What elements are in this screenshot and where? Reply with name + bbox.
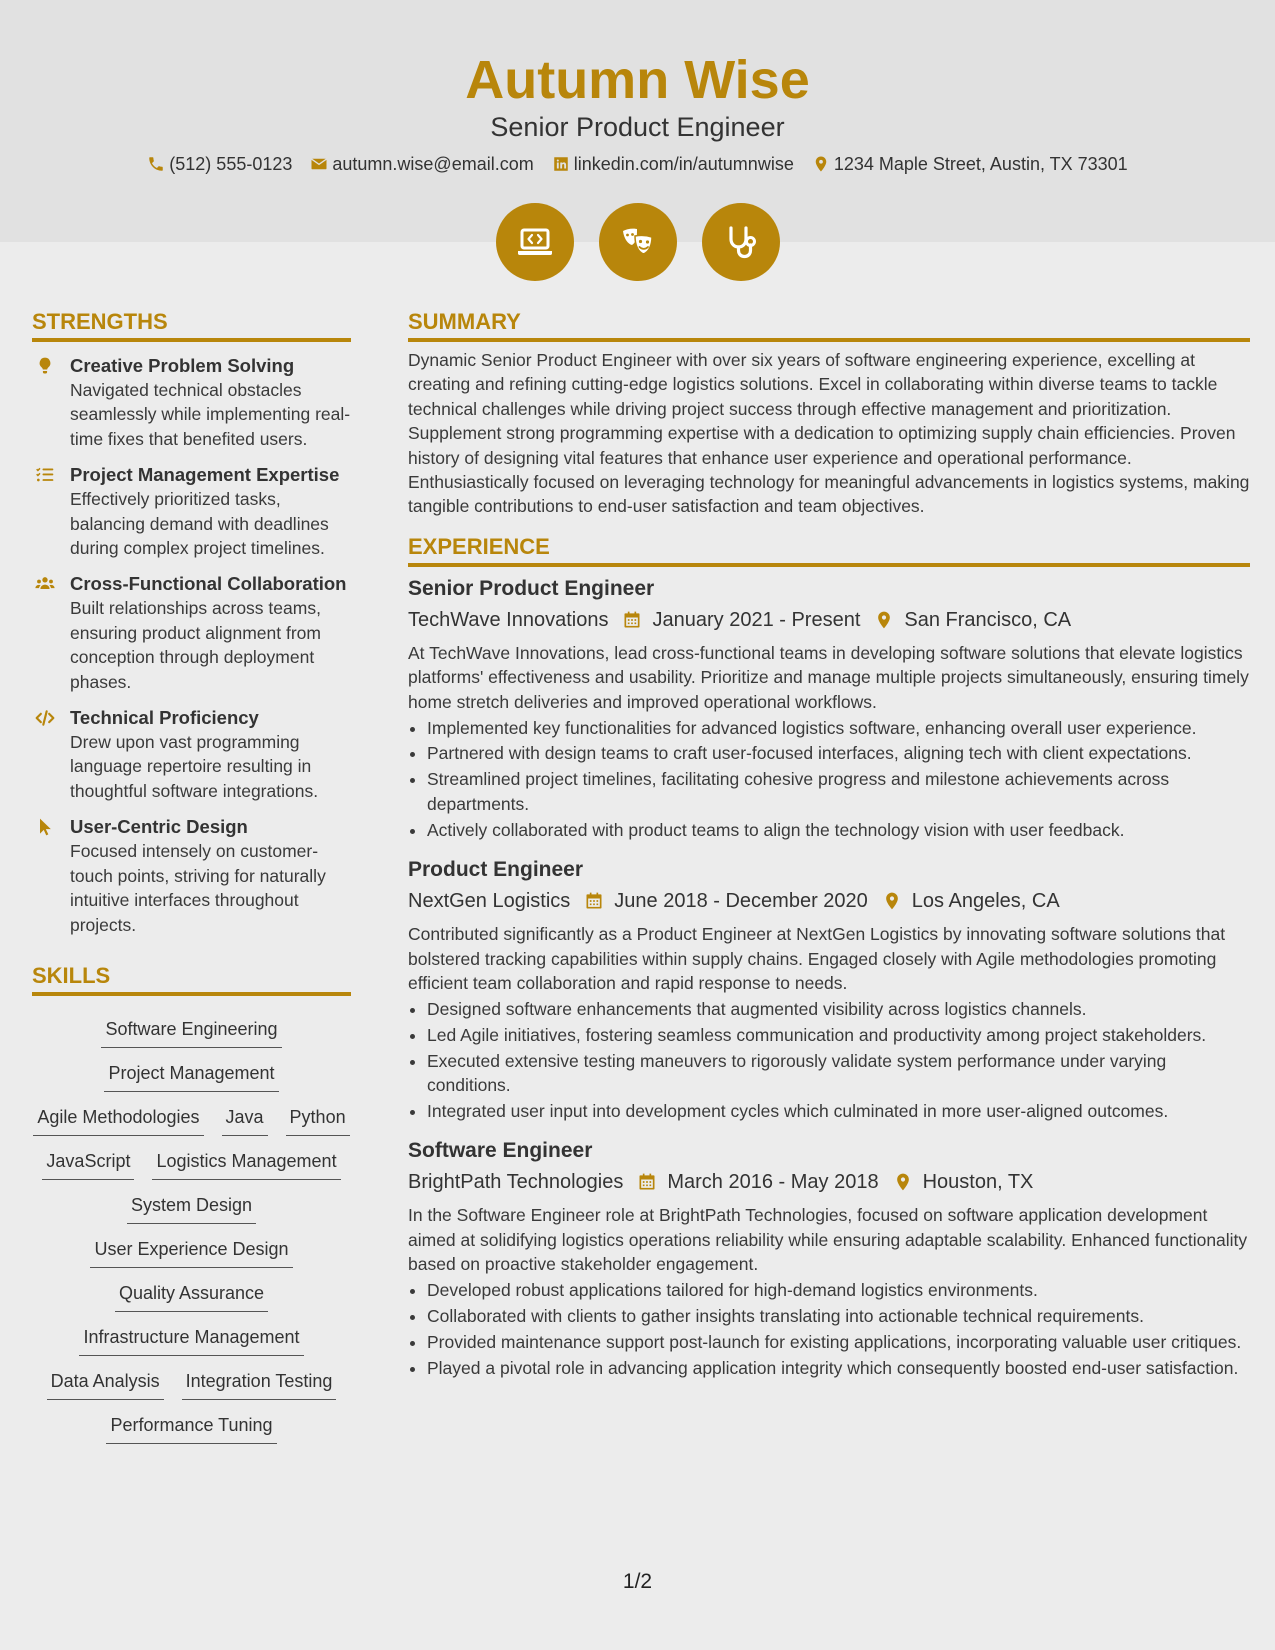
calendar-icon — [637, 1172, 657, 1192]
page-number: 1/2 — [622, 1570, 653, 1593]
job-company: NextGen Logistics — [408, 890, 571, 913]
job-title: Software Engineer — [408, 1139, 593, 1163]
lightbulb-icon — [34, 356, 56, 376]
strengths-heading: STRENGTHS — [32, 308, 351, 342]
job-location: San Francisco, CA — [904, 608, 1072, 631]
job-bullet: • Collaborated with clients to gather insights translating into actionable technical requirements. — [427, 1304, 1250, 1328]
job-bullet: • Partnered with design teams to craft user-focused interfaces, aligning tech with client expectations. — [427, 741, 1250, 765]
pointer-icon — [34, 817, 56, 837]
map-pin-icon — [874, 610, 894, 630]
skill-tag: User Experience Design — [90, 1235, 292, 1268]
skill-tag: Logistics Management — [152, 1147, 340, 1180]
map-pin-icon — [893, 1172, 913, 1192]
job-bullet: • Actively collaborated with product teams to align the technology vision with user feedback. — [427, 818, 1250, 842]
strength-desc: Built relationships across teams, ensuring product alignment from conception through deployment phases. — [70, 598, 321, 692]
job-bullet: • Developed robust applications tailored for high-demand logistics environments. — [427, 1278, 1250, 1302]
job-meta — [408, 886, 1250, 916]
job-entry — [408, 575, 1250, 842]
job-bullets — [408, 997, 1250, 1124]
theater-masks-icon — [618, 222, 658, 262]
job-bullets — [408, 1278, 1250, 1380]
skill-tag: Project Management — [104, 1059, 278, 1092]
left-column — [32, 308, 351, 1444]
tasks-icon — [34, 465, 56, 485]
job-bullet: • Played a pivotal role in advancing application integrity which consequently boosted end-user satisfaction. — [427, 1356, 1250, 1380]
laptop-code-icon — [515, 222, 555, 262]
code-icon — [34, 708, 56, 728]
skill-tag: Infrastructure Management — [79, 1323, 303, 1356]
address-text: 1234 Maple Street, Austin, TX 73301 — [833, 154, 1128, 174]
summary-heading: SUMMARY — [408, 308, 1250, 342]
job-description: At TechWave Innovations, lead cross-functional teams in developing software solutions that elevate logistics platforms' effectiveness and usability. Prioritize and manage multiple projects simultaneously, ensuring timely home stretch deliveries and improved operational workflows. — [408, 642, 1249, 712]
stethoscope-badge — [702, 203, 780, 281]
map-pin-icon — [882, 891, 902, 911]
job-bullet: • Executed extensive testing maneuvers to rigorously validate system performance under varying conditions. — [427, 1049, 1250, 1098]
summary-text: Dynamic Senior Product Engineer with over six years of software engineering experience, excelling at creating and refining cutting-edge logistics solutions. Excel in collaborating within diverse teams to tackle technical challenges while driving project success through effective management and prioritization. Supplement strong programming expertise with a dedication to optimizing supply chain efficiencies. Proven history of designing vital features that enhance user experience and operational performance. Enthusiastically focused on leveraging technology for meaningful advancements in logistics systems, making tangible contributions to end-user satisfaction and team objectives. — [408, 350, 1250, 517]
right-column — [408, 308, 1250, 1380]
strength-item — [32, 572, 351, 694]
job-dates: June 2018 - December 2020 — [614, 890, 868, 913]
skills-heading: SKILLS — [32, 962, 351, 996]
strength-desc: Navigated technical obstacles seamlessly while implementing real-time fixes that benefited users. — [70, 380, 351, 449]
job-meta — [408, 605, 1250, 635]
stethoscope-icon — [721, 222, 761, 262]
theater-masks-badge — [599, 203, 677, 281]
interest-badges — [0, 203, 1275, 281]
job-bullet: • Designed software enhancements that augmented visibility across logistics channels. — [427, 997, 1250, 1021]
job-company: TechWave Innovations — [408, 608, 609, 631]
skill-tag: Java — [222, 1103, 268, 1136]
skill-tag: JavaScript — [42, 1147, 134, 1180]
job-entry — [408, 1137, 1250, 1380]
skill-tag: Data Analysis — [47, 1367, 164, 1400]
job-title: Product Engineer — [408, 858, 584, 882]
contact-linkedin[interactable] — [552, 152, 794, 176]
linkedin-icon — [552, 155, 570, 173]
job-dates: March 2016 - May 2018 — [667, 1171, 879, 1194]
calendar-icon — [622, 610, 642, 630]
contact-email[interactable] — [310, 152, 533, 176]
job-bullet: • Implemented key functionalities for advanced logistics software, enhancing overall user experience. — [427, 716, 1250, 740]
job-meta — [408, 1167, 1250, 1197]
strength-item — [32, 354, 351, 451]
contact-phone[interactable] — [147, 152, 292, 176]
job-bullet: • Led Agile initiatives, fostering seamless communication and productivity among project stakeholders. — [427, 1023, 1250, 1047]
skill-tag: System Design — [127, 1191, 256, 1224]
candidate-name: Autumn Wise — [465, 50, 810, 110]
job-title: Senior Product Engineer — [408, 576, 655, 600]
job-bullet: • Integrated user input into development cycles which culminated in more user-aligned outcomes. — [427, 1099, 1250, 1123]
laptop-code-badge — [496, 203, 574, 281]
job-entry — [408, 856, 1250, 1123]
strength-desc: Effectively prioritized tasks, balancing demand with deadlines during complex project timelines. — [70, 489, 329, 559]
job-description: In the Software Engineer role at BrightPath Technologies, focused on software application development aimed at solidifying logistics operations reliability while ensuring adaptable scalability. Enhanced functionality based on proactive stakeholder engagement. — [408, 1205, 1248, 1275]
job-dates: January 2021 - Present — [652, 608, 861, 631]
job-bullet: • Provided maintenance support post-launch for existing applications, incorporating valuable user critiques. — [427, 1330, 1250, 1354]
strength-title: Creative Problem Solving — [70, 355, 295, 376]
contact-address — [812, 152, 1128, 176]
strength-desc: Focused intensely on customer-touch points, striving for naturally intuitive interfaces throughout projects. — [70, 841, 326, 935]
strength-desc: Drew upon vast programming language repertoire resulting in thoughtful software integrations. — [70, 732, 319, 801]
email-text: autumn.wise@email.com — [332, 154, 534, 174]
job-bullets — [408, 716, 1250, 843]
envelope-icon — [310, 155, 328, 173]
phone-text: (512) 555-0123 — [169, 154, 293, 174]
strength-title: Project Management Expertise — [70, 464, 340, 486]
skill-tag: Quality Assurance — [115, 1279, 268, 1312]
skills-list — [32, 1004, 351, 1444]
strength-title: Cross-Functional Collaboration — [70, 573, 347, 595]
skill-tag: Performance Tuning — [106, 1411, 276, 1444]
users-icon — [34, 574, 56, 594]
skill-tag: Software Engineering — [101, 1015, 281, 1048]
calendar-icon — [584, 891, 604, 911]
map-pin-icon — [812, 155, 830, 173]
strength-title: Technical Proficiency — [70, 707, 259, 729]
contact-bar — [0, 152, 1275, 176]
candidate-title: Senior Product Engineer — [490, 112, 785, 142]
strength-item — [32, 706, 351, 803]
job-company: BrightPath Technologies — [408, 1171, 624, 1194]
job-bullet: • Streamlined project timelines, facilitating cohesive progress and milestone achievements across departments. — [427, 767, 1250, 816]
skill-tag: Python — [286, 1103, 350, 1136]
strength-item — [32, 815, 351, 937]
job-description: Contributed significantly as a Product Engineer at NextGen Logistics by innovating software solutions that bolstered tracking capabilities within supply chains. Engaged closely with Agile methodologies promoting efficient team collaboration and rapid response to needs. — [408, 924, 1226, 993]
experience-heading: EXPERIENCE — [408, 533, 1250, 567]
job-location: Houston, TX — [922, 1171, 1034, 1194]
skill-tag: Integration Testing — [182, 1367, 337, 1400]
skill-tag: Agile Methodologies — [33, 1103, 203, 1136]
linkedin-text: linkedin.com/in/autumnwise — [573, 154, 794, 174]
job-location: Los Angeles, CA — [911, 890, 1060, 913]
strength-item — [32, 463, 351, 560]
strength-title: User-Centric Design — [70, 816, 248, 838]
phone-icon — [147, 155, 165, 173]
